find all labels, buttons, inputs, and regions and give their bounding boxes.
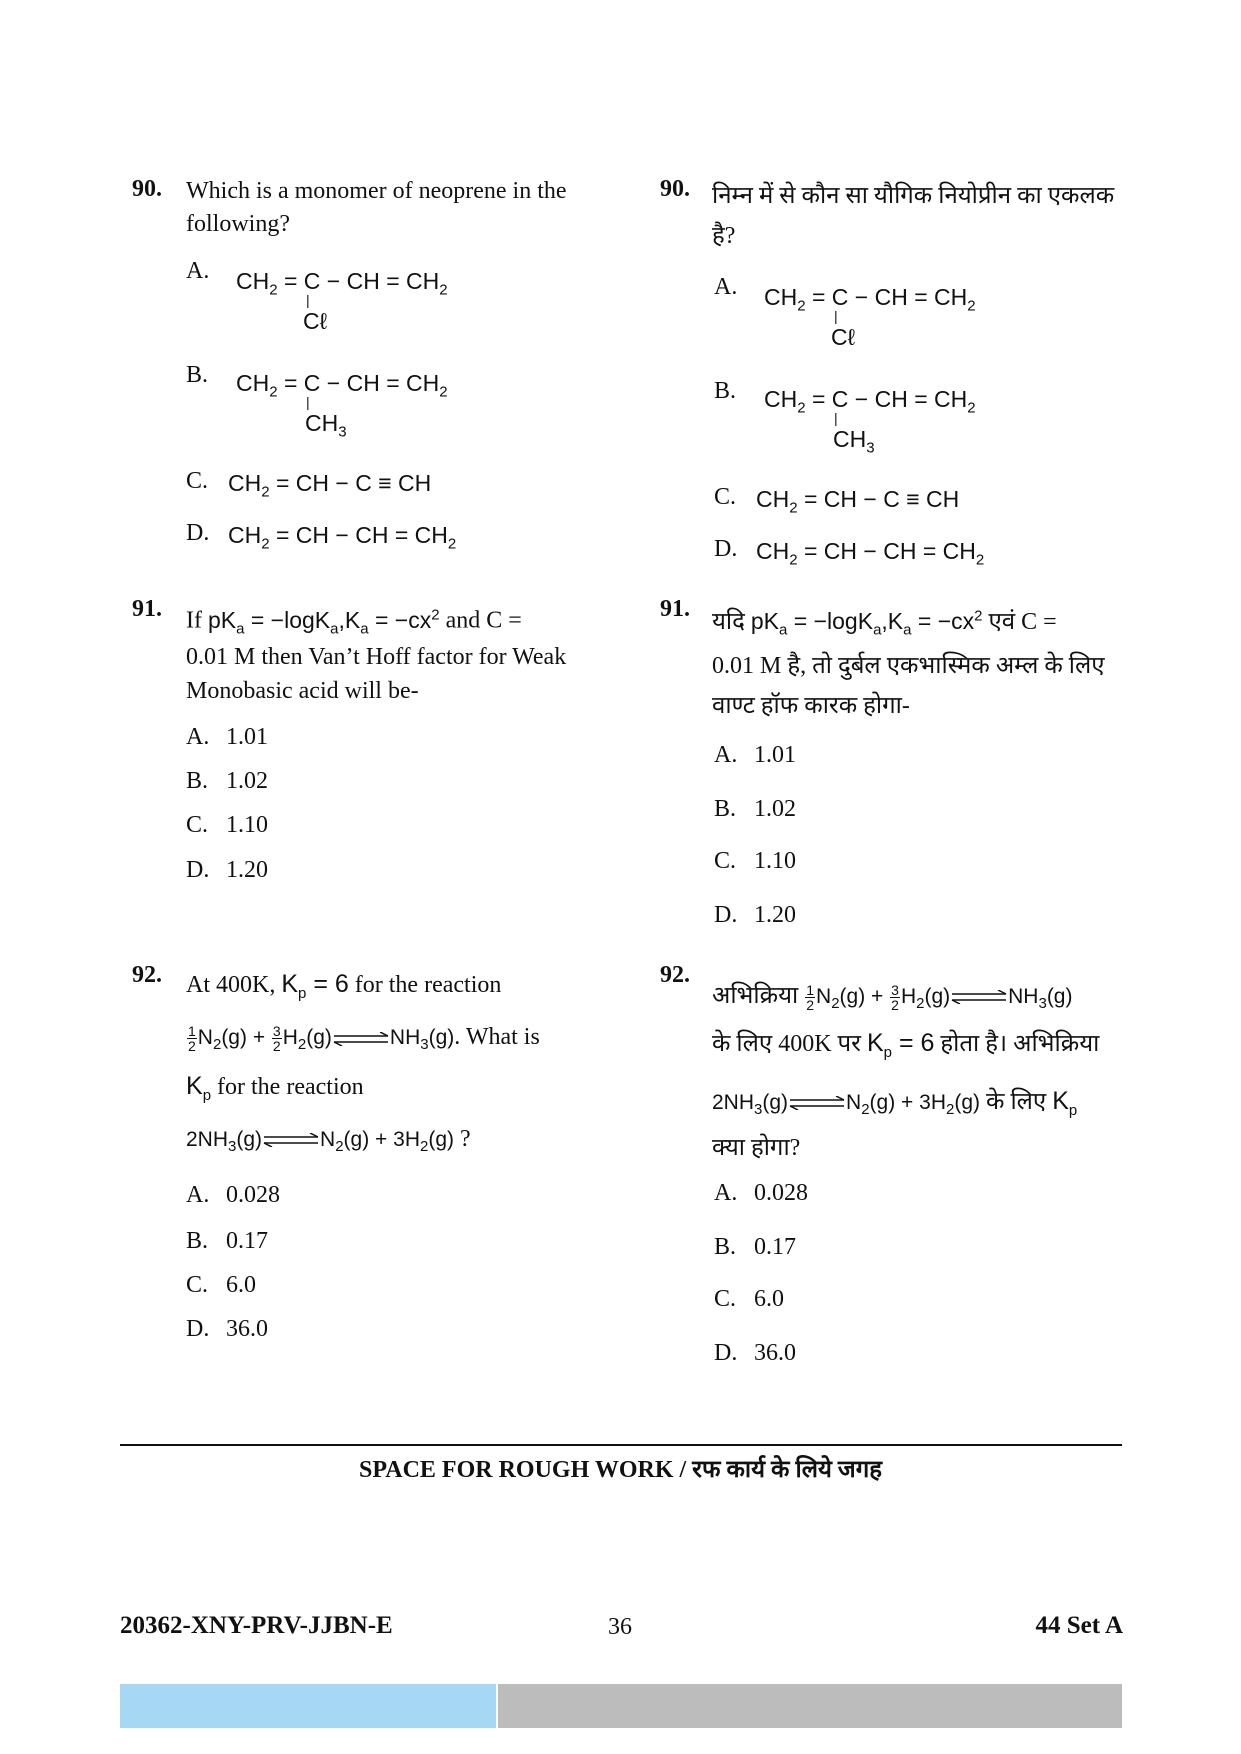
question-text: $2NH_3(g) N_2(g) + 3H_2(g)$ के लिए $K_p$ bbox=[712, 1087, 1078, 1119]
option: D. 36.0 bbox=[714, 1340, 796, 1366]
question-text: Which is a monomer of neoprene in the bbox=[186, 178, 567, 204]
equilibrium-arrow-icon bbox=[950, 990, 1008, 1004]
option-label: C. bbox=[186, 468, 209, 494]
question-text: following? bbox=[186, 211, 290, 237]
footer-bar-blue bbox=[120, 1684, 496, 1728]
footer-bar-grey bbox=[498, 1684, 1122, 1728]
question-text: अभिक्रिया $\frac{1}{2}$ $N_2(g)$ + $\frac{3}{2}$ $H_2(g)$ $NH_3(g)$ bbox=[712, 981, 1073, 1013]
option: A. 0.028 bbox=[714, 1180, 808, 1206]
question-text: वाण्ट हॉफ कारक होगा- bbox=[712, 693, 910, 719]
option-formula: $CH_2$ = CH − CH = $CH_2$ bbox=[756, 538, 985, 569]
paper-code: 20362-XNY-PRV-JJBN-E bbox=[120, 1612, 393, 1639]
option-branch: Cℓ bbox=[303, 308, 328, 334]
question-text: $K_p$ for the reaction bbox=[186, 1072, 364, 1104]
question-text: $\frac{1}{2}$ $N_2(g)$ + $\frac{3}{2}$ $H_2(g)$ $NH_3(g)$. What is bbox=[188, 1023, 540, 1054]
option: B. 0.17 bbox=[186, 1228, 268, 1254]
question-number: 90. bbox=[132, 176, 162, 202]
option-formula: $CH_2 = C$ − CH = $CH_2$ bbox=[236, 370, 448, 401]
option-label: C. bbox=[714, 484, 737, 510]
option: D. 36.0 bbox=[186, 1316, 268, 1342]
option-formula: $CH_2$ = CH − C ≡ CH bbox=[756, 486, 960, 517]
question-text: निम्न में से कौन सा यौगिक नियोप्रीन का एकलक bbox=[712, 183, 1115, 209]
question-text: यदि $pK_a = -\log K_a,K_a = -cx^2$ एवं C = bbox=[712, 607, 1057, 639]
option: B. 0.17 bbox=[714, 1234, 796, 1260]
option-branch: Cℓ bbox=[831, 324, 856, 350]
option: D. 1.20 bbox=[186, 857, 268, 883]
option: B. 1.02 bbox=[714, 796, 796, 822]
option-formula: $CH_2 = C$ − CH = $CH_2$ bbox=[236, 268, 448, 299]
option: C. 6.0 bbox=[186, 1272, 256, 1298]
option-formula: $CH_2$ = CH − CH = $CH_2$ bbox=[228, 522, 457, 553]
option-label: D. bbox=[714, 536, 738, 562]
question-text: Monobasic acid will be- bbox=[186, 678, 419, 704]
option-label: B. bbox=[186, 362, 209, 388]
option-branch: $CH_3$ bbox=[833, 426, 875, 457]
question-number: 92. bbox=[132, 962, 162, 988]
option: C. 1.10 bbox=[714, 848, 796, 874]
set-label: 44 Set A bbox=[1035, 1612, 1123, 1639]
option-label: D. bbox=[186, 520, 210, 546]
question-text: At 400K, $K_p = 6$ for the reaction bbox=[186, 970, 502, 1002]
page-number: 36 bbox=[608, 1614, 632, 1640]
option: A. 1.01 bbox=[714, 742, 796, 768]
rough-work-heading: SPACE FOR ROUGH WORK / रफ कार्य के लिये जगह bbox=[359, 1457, 882, 1483]
question-number: 91. bbox=[132, 596, 162, 622]
question-text: के लिए 400K पर $K_p = 6$ होता है। अभिक्रिया bbox=[712, 1029, 1100, 1061]
option-formula: $CH_2$ = CH − C ≡ CH bbox=[228, 470, 432, 501]
option: A. 1.01 bbox=[186, 724, 268, 750]
option-label: B. bbox=[714, 378, 737, 404]
question-text: है? bbox=[712, 223, 736, 249]
question-text: 0.01 M then Van’t Hoff factor for Weak bbox=[186, 644, 567, 670]
divider bbox=[120, 1444, 1122, 1446]
option-branch: $CH_3$ bbox=[305, 410, 347, 441]
option-label: A. bbox=[186, 258, 210, 284]
equilibrium-arrow-icon bbox=[262, 1133, 320, 1147]
equilibrium-arrow-icon bbox=[788, 1096, 846, 1110]
option: A. 0.028 bbox=[186, 1182, 280, 1208]
question-number: 90. bbox=[660, 176, 690, 202]
equilibrium-arrow-icon bbox=[332, 1032, 390, 1046]
question-text: $2NH_3(g) N_2(g) + 3H_2(g)$ ? bbox=[186, 1126, 471, 1156]
question-number: 91. bbox=[660, 596, 690, 622]
question-text: क्या होगा? bbox=[712, 1135, 801, 1161]
option: B. 1.02 bbox=[186, 768, 268, 794]
question-text: 0.01 M है, तो दुर्बल एकभास्मिक अम्ल के लिए bbox=[712, 653, 1105, 679]
option-formula: $CH_2 = C$ − CH = $CH_2$ bbox=[764, 284, 976, 315]
question-number: 92. bbox=[660, 962, 690, 988]
question-text: If $pK_a = -\log K_a,K_a = -cx^2$ and C = bbox=[186, 606, 522, 638]
option: D. 1.20 bbox=[714, 902, 796, 928]
option: C. 6.0 bbox=[714, 1286, 784, 1312]
option-formula: $CH_2 = C$ − CH = $CH_2$ bbox=[764, 386, 976, 417]
option: C. 1.10 bbox=[186, 812, 268, 838]
option-label: A. bbox=[714, 274, 738, 300]
